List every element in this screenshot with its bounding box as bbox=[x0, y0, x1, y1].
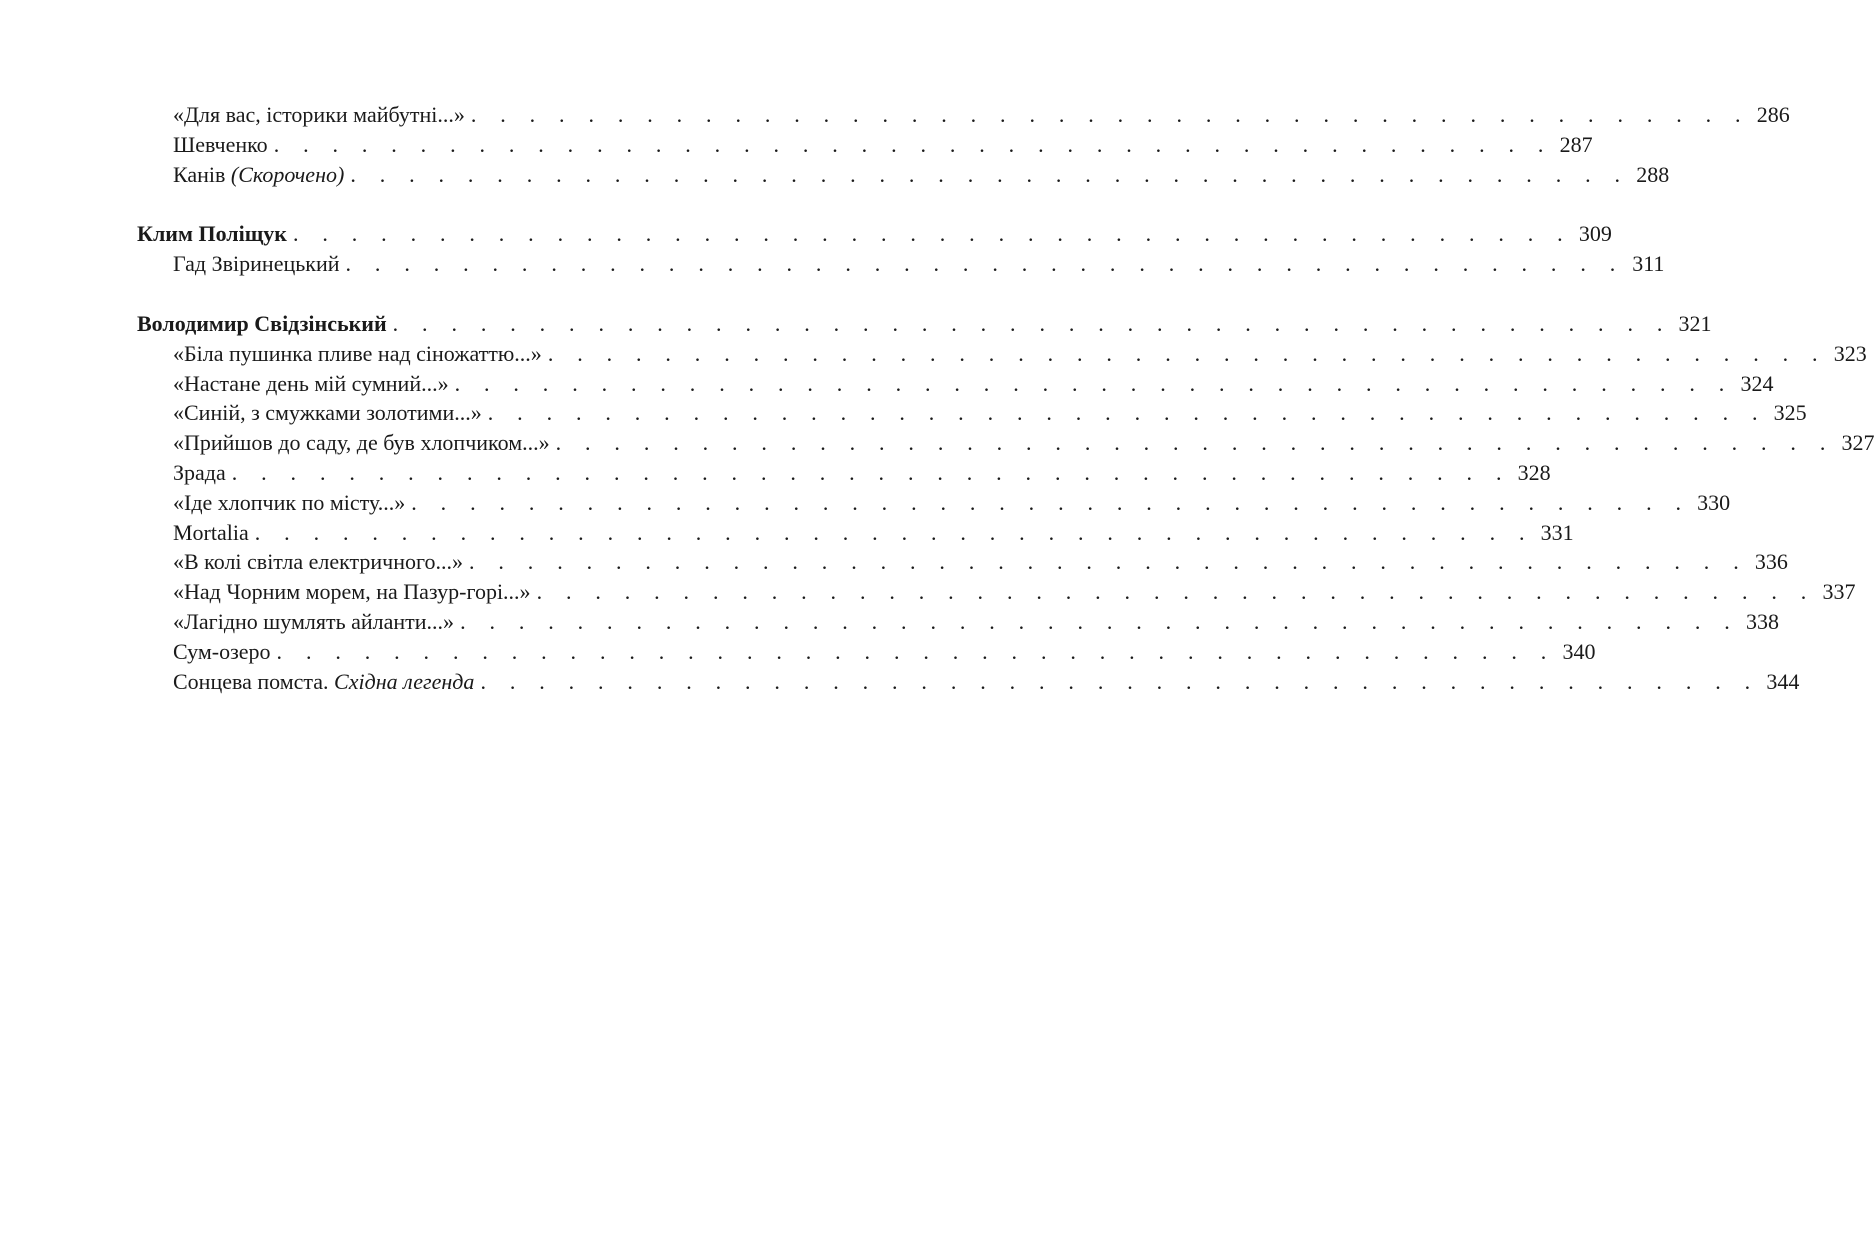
dot-leader: . . . . . . . . . . . . . . . . . . . . . . . . . . . . . . . . . . . . . . . . . . . . bbox=[547, 340, 1827, 366]
toc-entry-title bbox=[173, 637, 271, 667]
toc-entry bbox=[137, 518, 1574, 548]
dot-leader: . . . . . . . . . . . . . . . . . . . . . . . . . . . . . . . . . . . . . . . . . . . . bbox=[273, 131, 1553, 157]
dot-leader: . . . . . . . . . . . . . . . . . . . . . . . . . . . . . . . . . . . . . . . . . . . . bbox=[470, 102, 1750, 127]
dot-leader: . . . . . . . . . . . . . . . . . . . . . . . . . . . . . . . . . . . . . . . . . . . . bbox=[345, 251, 1625, 277]
toc-page-number: 321 bbox=[1678, 310, 1712, 336]
toc-entry bbox=[137, 667, 1800, 697]
toc-entry-note: Східна легенда bbox=[334, 668, 475, 694]
section-gap bbox=[137, 189, 721, 219]
toc-entry-title-text: Гад Звіринецький bbox=[173, 251, 340, 277]
toc-page-number: 288 bbox=[1636, 161, 1670, 187]
dot-leader: . . . . . . . . . . . . . . . . . . . . . . . . . . . . . . . . . . . . . . . . . . . . bbox=[350, 161, 1630, 187]
toc-entry-title-text: Шевченко bbox=[173, 131, 268, 157]
toc-entry-title-text: «Над Чорним морем, на Пазур-горі...» bbox=[173, 579, 531, 605]
toc-entry-note: (Скорочено) bbox=[230, 161, 345, 187]
dot-leader: . . . . . . . . . . . . . . . . . . . . . . . . . . . . . . . . . . . . . . . . . . . . bbox=[480, 668, 1760, 694]
toc-entry bbox=[137, 577, 1856, 607]
toc-entry-title bbox=[173, 249, 340, 279]
toc-page-number: 323 bbox=[1833, 340, 1867, 366]
toc-author-entry bbox=[137, 309, 1712, 339]
toc-entry-title-text: Сум-озеро bbox=[173, 638, 271, 664]
toc-entry bbox=[137, 160, 1670, 190]
toc-page-number: 311 bbox=[1632, 251, 1665, 277]
toc-entry bbox=[137, 130, 1593, 160]
dot-leader: . . . . . . . . . . . . . . . . . . . . . . . . . . . . . . . . . . . . . . . . . . . . bbox=[555, 430, 1835, 456]
toc-entry bbox=[137, 249, 1665, 279]
toc-page-number: 309 bbox=[1578, 221, 1612, 247]
toc-page-number: 330 bbox=[1697, 489, 1731, 515]
toc-entry-title bbox=[173, 547, 463, 577]
toc-page-number: 328 bbox=[1517, 459, 1551, 485]
dot-leader: . . . . . . . . . . . . . . . . . . . . . . . . . . . . . . . . . . . . . . . . . . . . bbox=[487, 400, 1767, 426]
toc-entry bbox=[137, 547, 1788, 577]
toc-entry bbox=[137, 339, 1867, 369]
dot-leader: . . . . . . . . . . . . . . . . . . . . . . . . . . . . . . . . . . . . . . . . . . . . bbox=[460, 608, 1739, 634]
dot-leader: . . . . . . . . . . . . . . . . . . . . . . . . . . . . . . . . . . . . . . . . . . . . bbox=[536, 579, 1816, 605]
toc-page-number: 336 bbox=[1754, 549, 1788, 575]
toc-entry-title bbox=[173, 160, 344, 190]
toc-entry-title-text: «Біла пушинка пливе над сіножаттю...» bbox=[173, 340, 542, 366]
dot-leader: . . . . . . . . . . . . . . . . . . . . . . . . . . . . . . . . . . . . . . . . . . . . bbox=[254, 519, 1534, 545]
toc-entry-title-text: «В колі світла електричного...» bbox=[173, 549, 463, 575]
toc-entry-title-text: «Настане день мій сумний...» bbox=[173, 370, 449, 396]
toc-entry-title-text: Mortalia bbox=[173, 519, 249, 545]
toc-page-number: 344 bbox=[1766, 668, 1800, 694]
dot-leader: . . . . . . . . . . . . . . . . . . . . . . . . . . . . . . . . . . . . . . . . . . . . bbox=[392, 310, 1672, 336]
toc-entry-title bbox=[173, 577, 531, 607]
toc-page-number: 286 bbox=[1756, 102, 1790, 127]
toc-entry-title bbox=[173, 518, 249, 548]
toc-entry-title bbox=[137, 219, 287, 249]
toc-page-number: 331 bbox=[1540, 519, 1574, 545]
section-gap bbox=[137, 279, 721, 309]
toc-page-number: 324 bbox=[1740, 370, 1774, 396]
toc-page-number: 287 bbox=[1559, 131, 1593, 157]
toc-entry-title-text: «Лагідно шумлять айланти...» bbox=[173, 608, 455, 634]
dot-leader: . . . . . . . . . . . . . . . . . . . . . . . . . . . . . . . . . . . . . . . . . . . . bbox=[292, 221, 1572, 247]
toc-entry-title bbox=[173, 488, 405, 518]
toc-entry bbox=[137, 428, 1875, 458]
dot-leader: . . . . . . . . . . . . . . . . . . . . . . . . . . . . . . . . . . . . . . . . . . . . bbox=[231, 459, 1511, 485]
toc-author-entry bbox=[137, 219, 1612, 249]
toc-entry-title bbox=[173, 667, 474, 697]
toc-entry-title bbox=[173, 428, 550, 458]
toc-page-number: 337 bbox=[1822, 579, 1856, 605]
toc-entry-title bbox=[173, 369, 449, 399]
toc-entry bbox=[137, 458, 1551, 488]
toc-entry-title-text: Клим Поліщук bbox=[137, 221, 287, 247]
toc-entry-title bbox=[173, 130, 268, 160]
toc-entry bbox=[137, 488, 1731, 518]
toc-entry-title-text: Володимир Свідзінський bbox=[137, 310, 387, 336]
toc-page-number: 338 bbox=[1745, 608, 1779, 634]
toc-entry-title-text: «Прийшов до саду, де був хлопчиком...» bbox=[173, 430, 550, 456]
toc-page-number: 327 bbox=[1841, 430, 1875, 456]
toc-entry bbox=[137, 100, 1790, 130]
toc-entry-title-text: «Синій, з смужками золотими...» bbox=[173, 400, 482, 426]
dot-leader: . . . . . . . . . . . . . . . . . . . . . . . . . . . . . . . . . . . . . . . . . . . . bbox=[454, 370, 1734, 396]
toc-entry bbox=[137, 607, 1779, 637]
toc-entry-title-text: Сонцева помста. bbox=[173, 668, 335, 694]
toc-entry-title bbox=[173, 339, 542, 369]
toc-entry bbox=[137, 637, 1596, 667]
toc-entry-title bbox=[137, 309, 387, 339]
toc-entry-title-text: «Іде хлопчик по місту...» bbox=[173, 489, 406, 515]
dot-leader: . . . . . . . . . . . . . . . . . . . . . . . . . . . . . . . . . . . . . . . . . . . . bbox=[276, 638, 1556, 664]
toc-entry-title bbox=[173, 100, 465, 130]
dot-leader: . . . . . . . . . . . . . . . . . . . . . . . . . . . . . . . . . . . . . . . . . . . . bbox=[469, 549, 1748, 575]
toc-entry-title bbox=[173, 458, 226, 488]
toc-entry-title bbox=[173, 607, 454, 637]
toc-page-number: 340 bbox=[1562, 638, 1596, 664]
toc-entry bbox=[137, 398, 1807, 428]
table-of-contents bbox=[137, 100, 1875, 696]
toc-page-number: 325 bbox=[1773, 400, 1807, 426]
toc-entry bbox=[137, 369, 1774, 399]
dot-leader: . . . . . . . . . . . . . . . . . . . . . . . . . . . . . . . . . . . . . . . . . . . . bbox=[411, 489, 1691, 515]
toc-entry-title-text: Канів bbox=[173, 161, 231, 187]
toc-entry-title-text: Зрада bbox=[173, 459, 226, 485]
toc-entry-title-text: «Для вас, історики майбутні...» bbox=[173, 102, 465, 127]
toc-entry-title bbox=[173, 398, 482, 428]
